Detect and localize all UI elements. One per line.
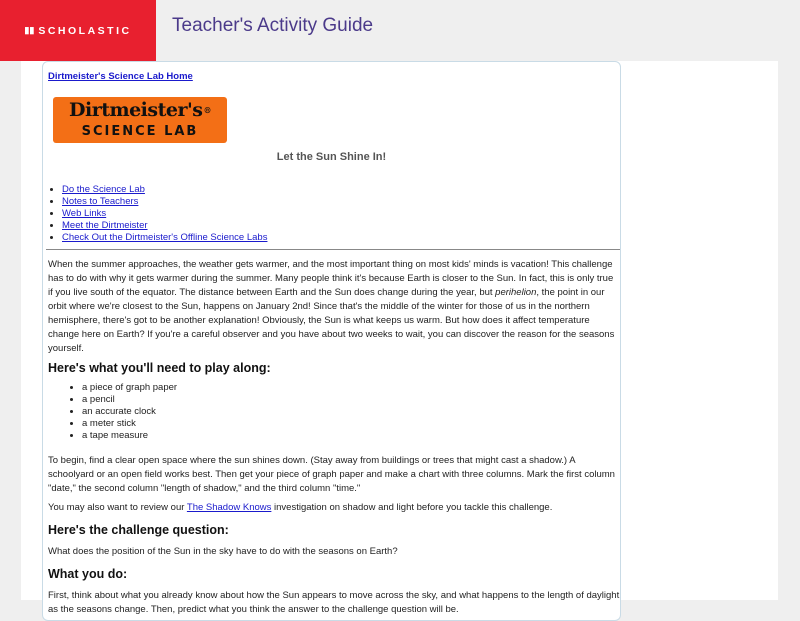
- nav-links: [48, 184, 620, 244]
- what-you-do-paragraph: First, think about what you already know about how the Sun appears to move across the sky, and what happens to the length of daylight as the seasons change. Then, predict what you think the answer to the challenge question will be.: [48, 590, 620, 615]
- page-title: Let the Sun Shine In!: [276, 151, 387, 163]
- nav-link: • Do the Science Lab: [62, 184, 620, 196]
- list-item: • a pencil: [82, 394, 620, 406]
- materials-list: [48, 382, 620, 442]
- list-item: • a piece of graph paper: [82, 382, 620, 394]
- begin-paragraph: To begin, find a clear open space where the sun shines down. (Stay away from buildings or trees that might cast a shadow.) A schoolyard or an open field works best. Then get your piece of graph paper and make a chart with three columns. Mark the first column "date," the second column "length of shadow," and the third column "time.": [48, 455, 615, 494]
- book-icon: ▮▮: [24, 25, 35, 35]
- what-you-do-heading: What you do:: [48, 567, 128, 581]
- list-item: • a meter stick: [82, 418, 620, 430]
- shadow-knows-link[interactable]: The Shadow Knows: [186, 502, 272, 513]
- divider: [46, 249, 620, 250]
- nav-link: • Check Out the Dirtmeister's Offline Science Labs: [62, 232, 620, 244]
- challenge-heading: Here's the challenge question:: [48, 523, 229, 537]
- nav-link: • Meet the Dirtmeister: [62, 220, 620, 232]
- page-header-title: Teacher's Activity Guide: [172, 15, 374, 36]
- review-paragraph: You may also want to review our The Shadow Knows investigation on shadow and light before you tackle this challenge.: [48, 502, 553, 513]
- list-item: • a tape measure: [82, 430, 620, 442]
- nav-link: • Notes to Teachers: [62, 196, 620, 208]
- scholastic-logo[interactable]: ▮▮ SCHOLASTIC: [0, 0, 156, 61]
- needs-heading: Here's what you'll need to play along:: [48, 361, 271, 375]
- challenge-question: What does the position of the Sun in the sky have to do with the seasons on Earth?: [48, 546, 398, 557]
- list-item: • an accurate clock: [82, 406, 620, 418]
- home-link[interactable]: Dirtmeister's Science Lab Home: [48, 71, 193, 82]
- article: [48, 70, 620, 617]
- intro-paragraph: When the summer approaches, the weather gets warmer, and the most important thing on most kids' minds is vacation! This challenge has to do with why it gets warmer during the summer. Many people think it's because Earth is closer to the Sun. In fact, this is only true if you live south of the equator. The distance between Earth and the Sun does change during the year, but perihelion, the point in our orbit where we're closest to the Sun, happens on January 2nd! Since that's the middle of the winter for those of us in the northern hemisphere, there's got to be another explanation! Obviously, the Sun is what keeps us warm. But how does it affect temperature change here on Earth? If you're a careful observer and you have about two weeks to wait, you can discover the reason for the seasons yourself.: [48, 259, 615, 354]
- dirtmeister-logo: Dirtmeister's® SCIENCE LAB: [53, 97, 227, 143]
- nav-link: • Web Links: [62, 208, 620, 220]
